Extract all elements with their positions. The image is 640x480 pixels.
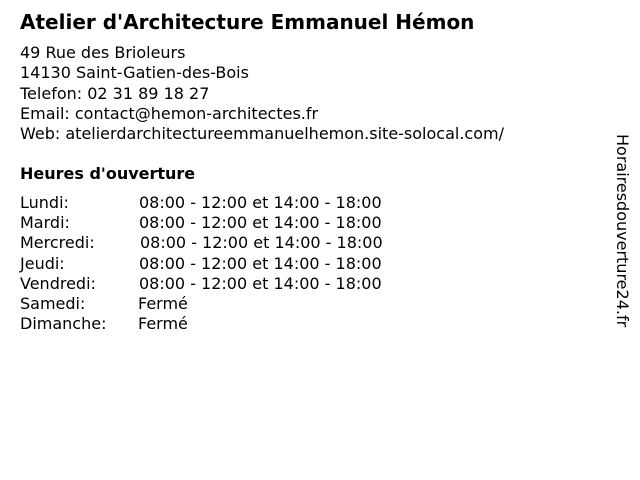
- contact-block: [20, 43, 504, 144]
- time-value: 08:00 - 12:00 et 14:00 - 18:00: [139, 213, 382, 233]
- time-value: Fermé: [138, 314, 188, 334]
- address-city: 14130 Saint-Gatien-des-Bois: [20, 63, 249, 83]
- day-label: Samedi:: [20, 293, 86, 313]
- day-label: Lundi:: [20, 193, 69, 212]
- time-value: Fermé: [138, 293, 188, 313]
- day-label: Jeudi:: [20, 253, 65, 273]
- web-line[interactable]: Web: atelierdarchitectureemmanuelhemon.site-solocal.com/: [20, 124, 504, 144]
- time-value: 08:00 - 12:00 et 14:00 - 18:00: [139, 193, 382, 212]
- time-value: 08:00 - 12:00 et 14:00 - 18:00: [139, 273, 382, 293]
- time-value: 08:00 - 12:00 et 14:00 - 18:00: [139, 253, 382, 273]
- email-line[interactable]: Email: contact@hemon-architectes.fr: [20, 103, 319, 123]
- day-label: Mardi:: [20, 213, 70, 233]
- day-label: Vendredi:: [20, 273, 96, 293]
- day-label: Mercredi:: [20, 233, 95, 253]
- hours-heading: Heures d'ouverture: [20, 164, 196, 183]
- time-value: 08:00 - 12:00 et 14:00 - 18:00: [140, 233, 383, 253]
- site-watermark: Horairesdouverture24.fr: [613, 134, 632, 328]
- address-street: 49 Rue des Brioleurs: [20, 43, 186, 62]
- business-name: Atelier d'Architecture Emmanuel Hémon: [20, 10, 475, 34]
- day-label: Dimanche:: [20, 314, 107, 334]
- phone-line[interactable]: Telefon: 02 31 89 18 27: [20, 83, 210, 103]
